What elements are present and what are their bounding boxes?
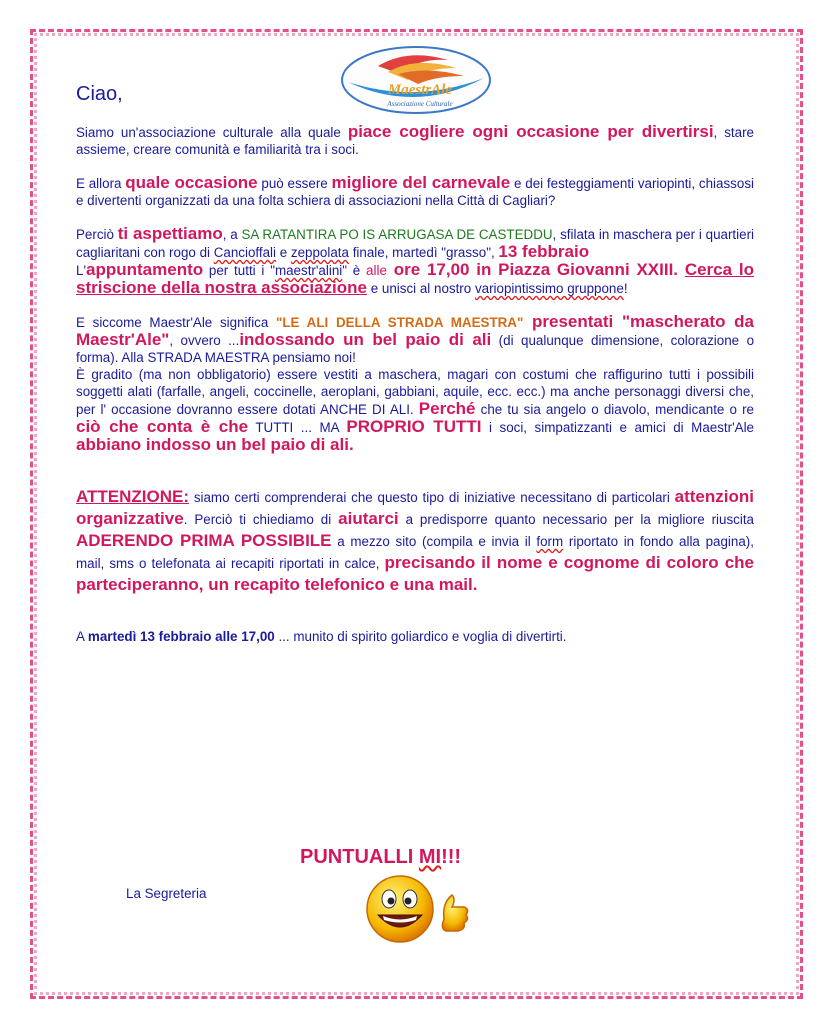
text: E allora: [76, 176, 126, 191]
highlight: indossando un bel paio di ali: [239, 330, 492, 349]
highlight: abbiano indosso un bel paio di ali.: [76, 435, 354, 454]
intro-text-end: , stare assieme, creare comunità e familiarità tra i soci.: [76, 125, 754, 157]
paragraph-ali: [76, 313, 754, 454]
highlight: Cerca lo striscione della nostra associazione: [76, 260, 754, 297]
svg-text:Associazione Culturale: Associazione Culturale: [387, 100, 453, 108]
paragraph-appuntamento: [76, 225, 754, 297]
text: , ovvero ...: [169, 333, 240, 348]
smiley-thumbs-up-icon: [356, 873, 480, 945]
paragraph-data: [76, 628, 754, 645]
highlight: appuntamento: [86, 260, 204, 279]
svg-text:MaestrAle: MaestrAle: [387, 82, 453, 98]
text: che tu sia angelo o diavolo, mendicante o re: [475, 402, 754, 417]
paragraph-attenzione: [76, 486, 754, 596]
highlight: quale occasione: [125, 173, 258, 192]
text: maestr'alini: [274, 263, 343, 278]
text: riportato in fondo alla pagina), mail, sms o telefonata ai recapiti riportati in calce,: [76, 534, 754, 571]
text: può essere: [257, 176, 332, 191]
paragraph-intro: [76, 123, 754, 158]
highlight: ti aspettiamo: [117, 224, 223, 243]
text: zeppolata: [290, 245, 349, 260]
intro-highlight: piace cogliere ogni occasione per divertirsi: [347, 122, 714, 141]
text: alle: [366, 263, 387, 278]
event-datetime: martedì 13 febbraio alle 17,00: [87, 629, 275, 644]
text: form: [536, 534, 564, 549]
text: , sfilata in maschera per i quartieri cagliaritani con rogo di: [76, 227, 755, 260]
highlight: migliore del carnevale: [331, 173, 511, 192]
text: Perciò: [76, 227, 118, 242]
closing-title: PUNTUALLI MI!!!: [300, 846, 462, 868]
text: finale, martedì "grasso",: [348, 245, 499, 260]
intro-text: Siamo un'associazione culturale alla quale: [76, 125, 348, 140]
highlight: Perché: [418, 399, 476, 418]
text: L': [76, 263, 87, 278]
event-place: ore 17,00 in Piazza Giovanni XXIII.: [386, 260, 685, 279]
paragraph-carnevale: [76, 174, 754, 209]
highlight: ciò che conta è che: [76, 417, 249, 436]
letter-body: [76, 83, 755, 645]
text: " è: [342, 263, 367, 278]
highlight: precisando il nome e cognome di coloro che parteciperanno, un recapito telefonico e una mail.: [76, 553, 754, 594]
text: (di qualunque dimensione, colorazione o forma). Alla STRADA MAESTRA pensiamo noi!: [76, 333, 755, 365]
text: e unisci al nostro: [367, 281, 475, 296]
text: , a: [222, 227, 242, 242]
highlight: aiutarci: [338, 509, 399, 528]
text: TUTTI ... MA: [248, 420, 347, 435]
highlight: presentati "mascherato da Maestr'Ale": [76, 312, 754, 349]
text: a mezzo sito (compila e invia il: [331, 534, 537, 549]
text: siamo certi comprenderai che questo tipo di iniziative necessitano di particolari: [189, 490, 675, 505]
text: . Perciò ti chiediamo di: [183, 512, 339, 527]
highlight: attenzioni organizzative: [76, 487, 754, 528]
text: per tutti i ": [203, 263, 275, 278]
text: a predisporre quanto necessario per la migliore riuscita: [398, 512, 754, 527]
text: ... munito di spirito goliardico e voglia di divertirti.: [274, 629, 567, 644]
attention-label: ATTENZIONE:: [76, 487, 190, 506]
text: e: [276, 245, 291, 260]
highlight: PROPRIO TUTTI: [346, 417, 482, 436]
event-date: 13 febbraio: [498, 242, 590, 261]
text: !: [623, 281, 628, 296]
text: variopintissimo gruppone: [474, 281, 624, 296]
event-name: SA RATANTIRA PO IS ARRUGASA DE CASTEDDU: [241, 227, 553, 242]
highlight: ADERENDO PRIMA POSSIBILE: [76, 531, 332, 550]
text: A: [76, 629, 88, 644]
text: e dei festeggiamenti variopinti, chiassosi e divertenti organizzati da una folta schiera di associazioni nella Città di Cagliari?: [76, 176, 754, 208]
greeting: Ciao,: [76, 83, 123, 105]
text: È gradito (ma non obbligatorio) essere vestiti a maschera, magari con costumi che raffigurino tutti i possibili soggetti alati (farfalle, angeli, coccinelle, aeroplani, gabbiani, aquile, ecc. ecc.) ma anche personaggi diversi che, per l' occasione dovranno essere dotati ANCHE DI ALI.: [76, 367, 754, 417]
text: i soci, simpatizzanti e amici di Maestr'Ale: [481, 420, 755, 435]
motto: "LE ALI DELLA STRADA MAESTRA": [276, 315, 524, 330]
signature: La Segreteria: [126, 886, 207, 901]
text: Cancioffali: [213, 245, 276, 260]
text: E siccome Maestr'Ale significa: [76, 315, 277, 330]
